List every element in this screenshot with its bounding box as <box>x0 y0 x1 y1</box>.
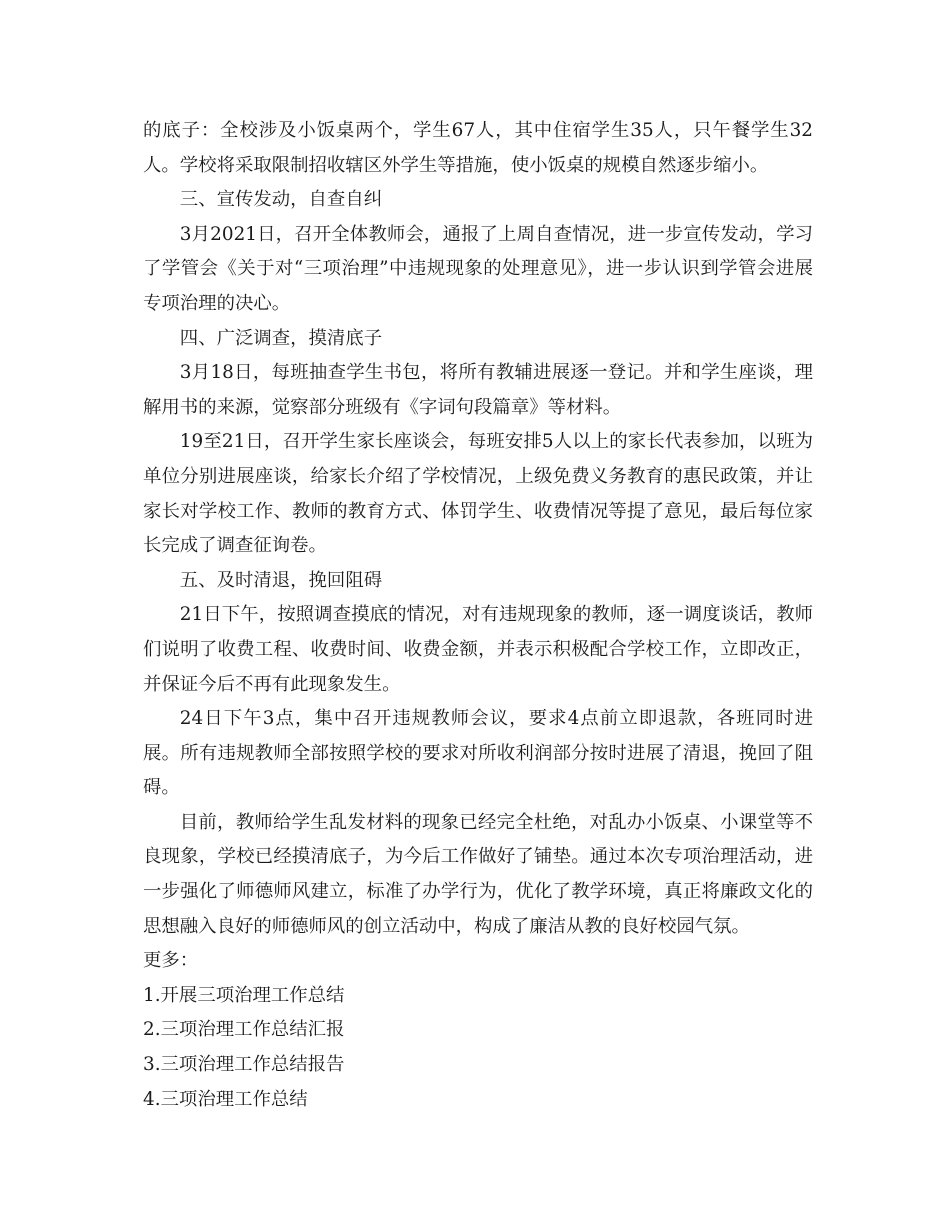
paragraph: 目前，教师给学生乱发材料的现象已经完全杜绝，对乱办小饭桌、小课堂等不良现象，学校已经摸清底子，为今后工作做好了铺垫。通过本次专项治理活动，进一步强化了师德师风建立，标准了办学行为，优化了教学环境，真正将廉政文化的思想融入良好的师德师风的创立活动中，构成了廉洁从教的良好校园气氛。 <box>143 811 813 937</box>
more-link[interactable]: 1.开展三项治理工作总结 <box>143 984 345 1006</box>
paragraph: 21日下午，按照调查摸底的情况，对有违规现象的教师，逐一调度谈话，教师们说明了收费工程、收费时间、收费金额，并表示积极配合学校工作，立即改正，并保证今后不再有此现象发生。 <box>143 604 813 695</box>
document-body <box>143 114 813 1117</box>
section-heading-4: 四、广泛调查，摸清底子 <box>179 327 383 349</box>
section-heading-5: 五、及时清退，挽回阻碍 <box>179 569 383 591</box>
more-links-list <box>143 979 813 1117</box>
paragraph-continuation: 的底子：全校涉及小饭桌两个，学生67人，其中住宿学生35人，只午餐学生32人。学校将采取限制招收辖区外学生等措施，使小饭桌的规模自然逐步缩小。 <box>143 120 813 176</box>
section-heading-3: 三、宣传发动，自查自纠 <box>179 189 383 211</box>
paragraph: 3月18日，每班抽查学生书包，将所有教辅进展逐一登记。并和学生座谈，理解用书的来源，觉察部分班级有《字词句段篇章》等材料。 <box>143 362 813 418</box>
more-link[interactable]: 2.三项治理工作总结汇报 <box>143 1019 345 1041</box>
paragraph: 3月2021日，召开全体教师会，通报了上周自查情况，进一步宣传发动，学习了学管会《关于对“三项治理”中违规现象的处理意见》，进一步认识到学管会进展专项治理的决心。 <box>143 223 813 314</box>
more-link[interactable]: 3.三项治理工作总结报告 <box>143 1054 345 1076</box>
paragraph: 19至21日，召开学生家长座谈会，每班安排5人以上的家长代表参加，以班为单位分别进展座谈，给家长介绍了学校情况，上级免费义务教育的惠民政策，并让家长对学校工作、教师的教育方式、体罚学生、收费情况等提了意见，最后每位家长完成了调查征询卷。 <box>143 431 813 557</box>
paragraph: 24日下午3点，集中召开违规教师会议，要求4点前立即退款，各班同时进展。所有违规教师全部按照学校的要求对所收利润部分按时进展了清退，挽回了阻碍。 <box>143 708 813 799</box>
more-label: 更多： <box>143 950 199 972</box>
more-link[interactable]: 4.三项治理工作总结 <box>143 1088 308 1110</box>
